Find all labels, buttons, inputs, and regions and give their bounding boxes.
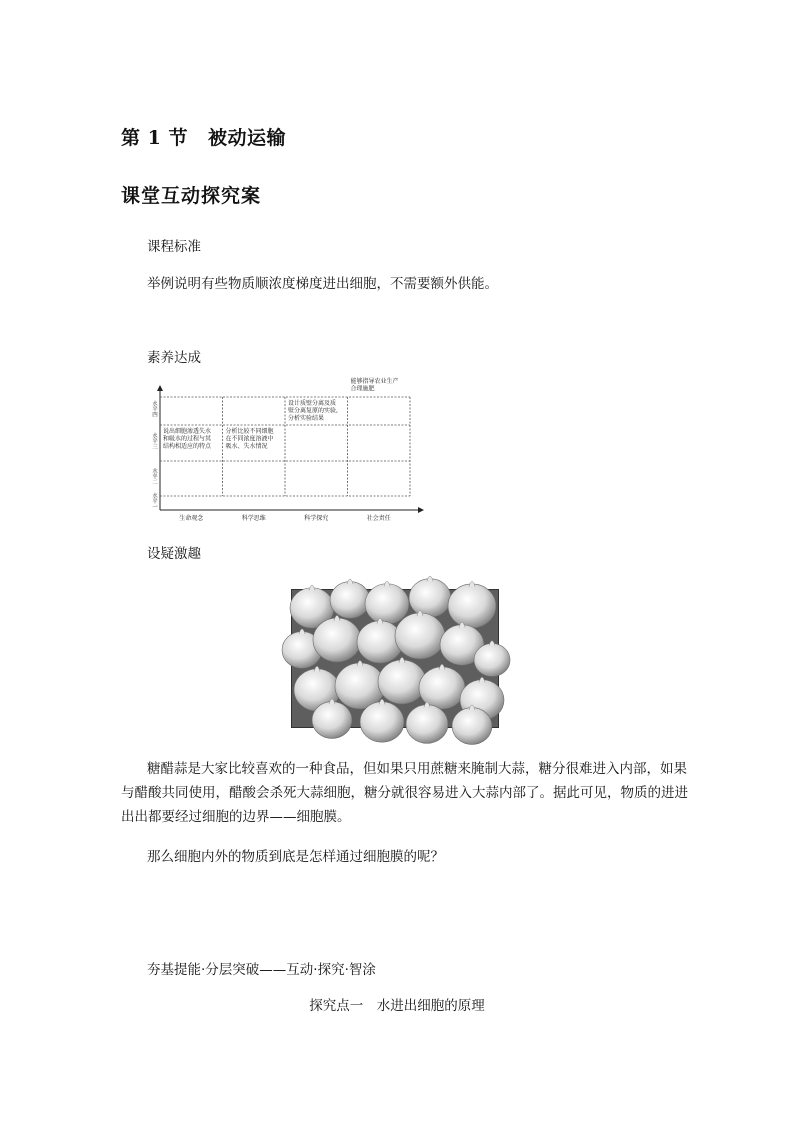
cell-text: 能够指导农业生产合理施肥	[350, 378, 399, 393]
section-name: 被动运输	[207, 127, 286, 149]
pickled-garlic-photo	[291, 589, 499, 728]
intro-paragraph-2: 那么细胞内外的物质到底是怎样通过细胞膜的呢？	[147, 849, 444, 865]
y-level-label: 水平一	[152, 493, 158, 511]
x-category-label: 生命观念	[179, 515, 204, 522]
x-axis-arrow	[418, 507, 424, 513]
garlic-clove	[409, 579, 451, 618]
garlic-clove	[406, 705, 448, 744]
curriculum-label: 课程标准	[147, 239, 201, 255]
garlic-clove	[330, 582, 370, 619]
section-number: 第 1 节	[121, 127, 188, 149]
x-category-label: 社会责任	[366, 515, 391, 522]
curriculum-text: 举例说明有些物质顺浓度梯度进出细胞，不需要额外供能。	[147, 276, 498, 292]
garlic-tip	[309, 585, 315, 590]
y-level-label: 水平四	[152, 401, 158, 419]
literacy-label: 素养达成	[147, 350, 201, 366]
garlic-clove	[313, 618, 361, 662]
y-level-label: 水平三	[152, 433, 158, 451]
garlic-clove	[360, 702, 404, 742]
garlic-tip	[427, 576, 433, 581]
text-layer	[152, 377, 398, 522]
garlic-clove	[395, 613, 445, 659]
footer-slogan: 夯基提能·分层突破——互动·探究·智涂	[147, 962, 376, 978]
garlic-clove	[474, 643, 510, 676]
x-category-label: 科学探究	[304, 515, 329, 522]
section-title	[121, 123, 286, 150]
cell-text: 说出细胞渗透失水和吸水的过程与其结构相适应的特点	[163, 428, 212, 450]
garlic-clove	[448, 584, 496, 628]
y-level-label: 水平二	[152, 469, 158, 486]
garlic-clove	[312, 702, 352, 739]
intro-label: 设疑激趣	[147, 546, 201, 562]
intro-paragraph-1: 糖醋蒜是大家比较喜欢的一种食品，但如果只用蔗糖来腌制大蒜，糖分很难进入内部，如果与醋酸共同使用，醋酸会杀死大蒜细胞，糖分就很容易进入大蒜内部了。据此可见，物质的进进出出都要经过细胞的边界——细胞膜。	[121, 761, 688, 825]
explore-point-heading: 探究点一 水进出细胞的原理	[309, 998, 485, 1014]
y-axis-arrow	[157, 385, 163, 391]
garlic-tip	[384, 581, 390, 586]
garlic-clove	[365, 584, 409, 624]
x-category-label: 科学思维	[241, 515, 266, 522]
garlic-clove	[452, 708, 492, 745]
garlic-tip	[469, 581, 475, 586]
garlic-tip	[347, 579, 353, 584]
literacy-grid-chart	[140, 378, 426, 523]
cell-text: 分析比较不同细胞在不同浓度溶液中吸水、失水情况	[225, 428, 274, 450]
case-title: 课堂互动探究案	[121, 185, 262, 207]
cell-text: 设计质壁分离及质壁分离复原的实验,分析实验结果	[288, 400, 338, 422]
garlic-clove	[378, 660, 426, 704]
